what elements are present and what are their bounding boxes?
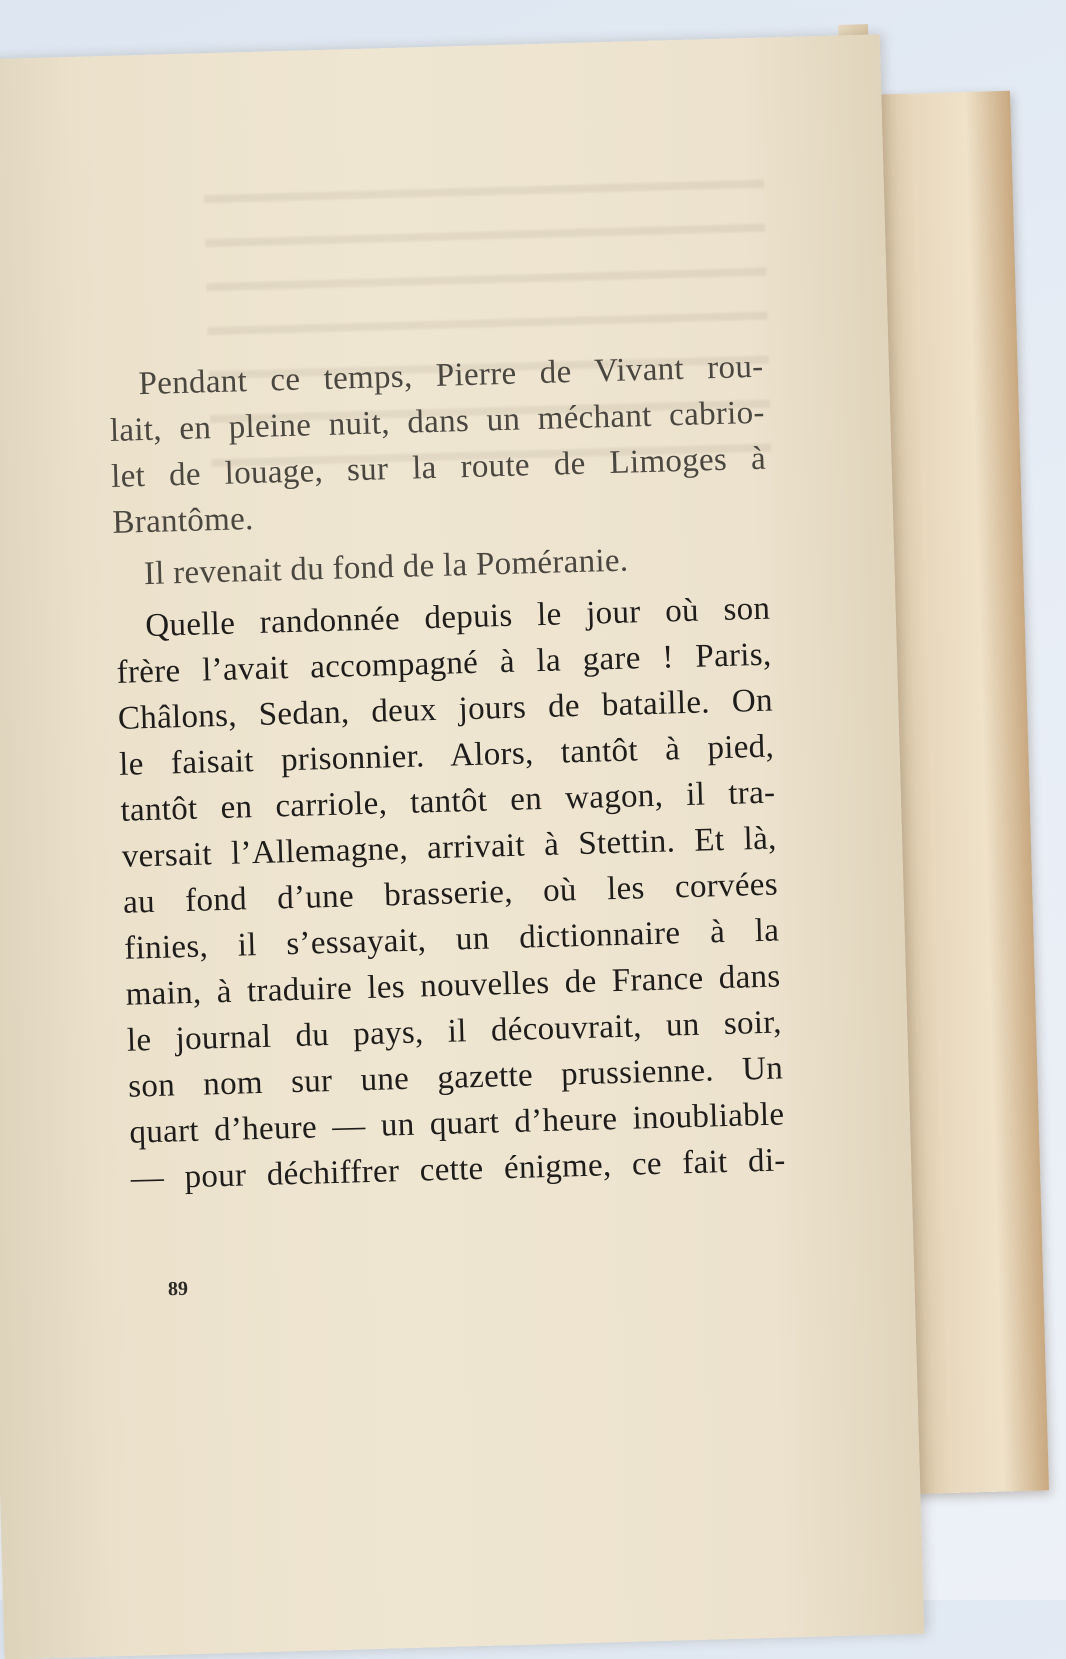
page-number: 89 xyxy=(167,1277,189,1301)
text-line: Châlons, Sedan, deux jours de bataille. On xyxy=(117,682,774,737)
text-line: le faisait prisonnier. Alors, tantôt à pied, xyxy=(118,728,775,783)
text-line: Quelle randonnée depuis le jour où son xyxy=(144,590,771,645)
paragraph-3 xyxy=(115,586,786,1202)
text-line: — pour déchiffrer cette énigme, ce fait di- xyxy=(130,1142,787,1197)
text-line: tantôt en carriole, tantôt en wagon, il tra- xyxy=(120,774,776,829)
text-line: lait, en pleine nuit, dans un méchant cabrio- xyxy=(109,394,766,449)
text-line: frère l’avait accompagné à la gare ! Paris, xyxy=(116,636,772,691)
text-line: Brantôme. xyxy=(111,501,255,541)
page-text xyxy=(108,344,786,1202)
text-line: le journal du pays, il découvrait, un soir, xyxy=(126,1004,783,1059)
text-line: Pendant ce temps, Pierre de Vivant rou- xyxy=(138,348,764,403)
text-line: finies, il s’essayait, un dictionnaire à la xyxy=(123,912,780,967)
text-line: let de louage, sur la route de Limoges à xyxy=(110,440,767,495)
text-line: versait l’Allemagne, arrivait à Stettin. Et là, xyxy=(121,820,778,875)
text-line: main, à traduire les nouvelles de France dans xyxy=(125,958,781,1013)
paragraph-1 xyxy=(108,344,768,546)
text-line: au fond d’une brasserie, où les corvées xyxy=(122,866,779,921)
text-line: Il revenait du fond de la Poméranie. xyxy=(143,542,629,593)
text-line: quart d’heure — un quart d’heure inoubliable xyxy=(129,1096,785,1151)
text-line: son nom sur une gazette prussienne. Un xyxy=(127,1050,784,1105)
